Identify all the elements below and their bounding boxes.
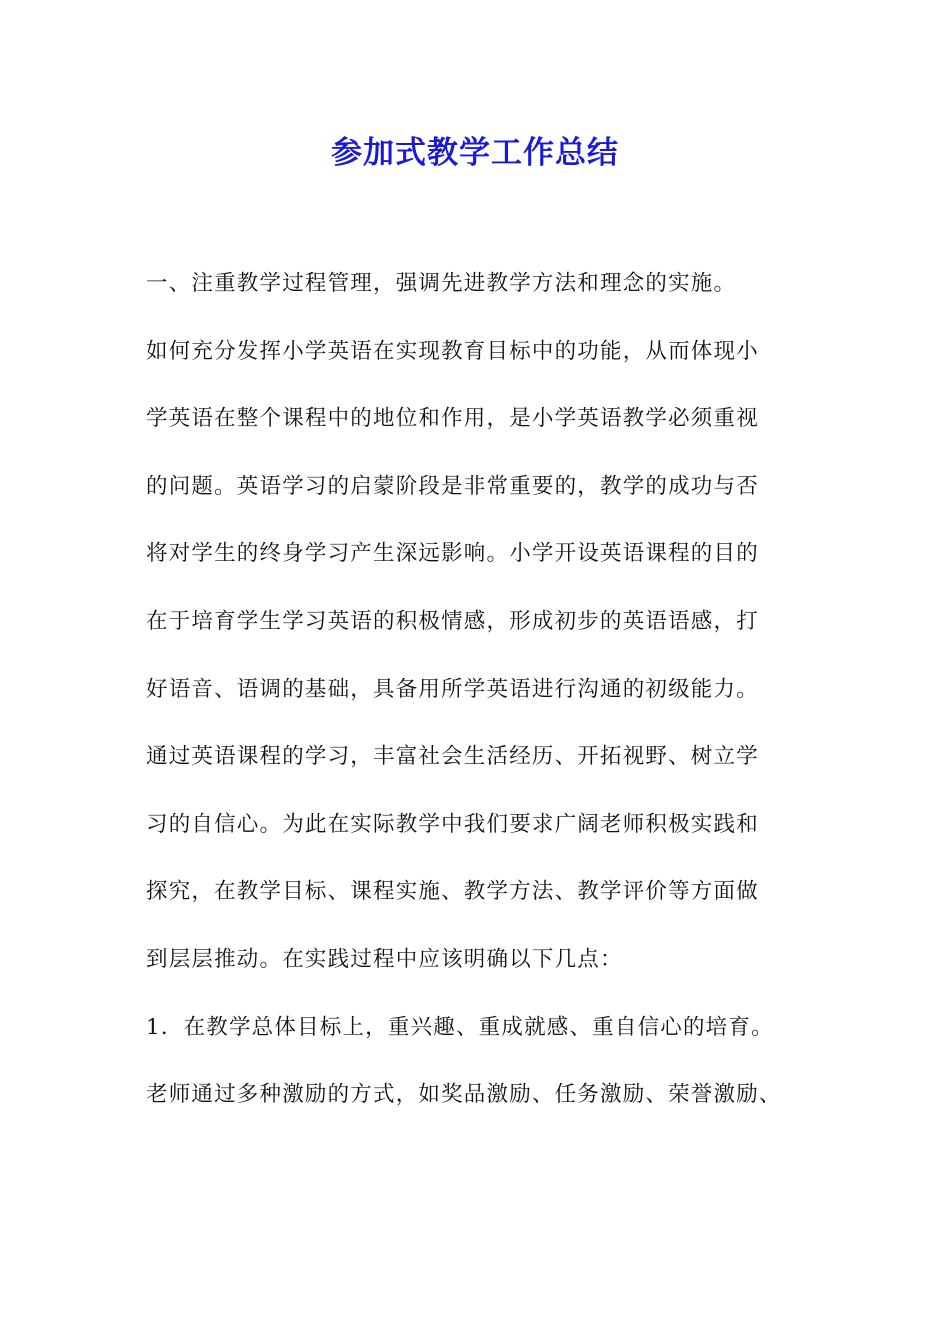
body-line: 老师通过多种激励的方式，如奖品激励、任务激励、荣誉激励、: [146, 1082, 782, 1108]
body-line: 一、注重教学过程管理，强调先进教学方法和理念的实施。: [146, 271, 737, 296]
body-line: 在于培育学生学习英语的积极情感，形成初步的英语语感，打: [146, 608, 759, 634]
body-line: 学英语在整个课程中的地位和作用，是小学英语教学必须重视: [146, 406, 759, 432]
body-line: 习的自信心。为此在实际教学中我们要求广阔老师积极实践和: [146, 811, 759, 837]
body-line: 1．在教学总体目标上，重兴趣、重成就感、重自信心的培育。: [146, 1014, 774, 1040]
document-body: [146, 259, 826, 1138]
body-line: 通过英语课程的学习，丰富社会生活经历、开拓视野、树立学: [146, 744, 759, 770]
document-title: 参加式教学工作总结: [331, 135, 619, 171]
body-line: 好语音、语调的基础，具备用所学英语进行沟通的初级能力。: [146, 676, 759, 702]
body-line: 将对学生的终身学习产生深远影响。小学开设英语课程的目的: [146, 541, 759, 567]
body-line: 到层层推动。在实践过程中应该明确以下几点：: [146, 946, 623, 972]
body-line: 的问题。英语学习的启蒙阶段是非常重要的，教学的成功与否: [146, 473, 759, 499]
body-line: 探究，在教学目标、课程实施、教学方法、教学评价等方面做: [146, 879, 759, 905]
body-line: 如何充分发挥小学英语在实现教育目标中的功能，从而体现小: [146, 338, 759, 364]
